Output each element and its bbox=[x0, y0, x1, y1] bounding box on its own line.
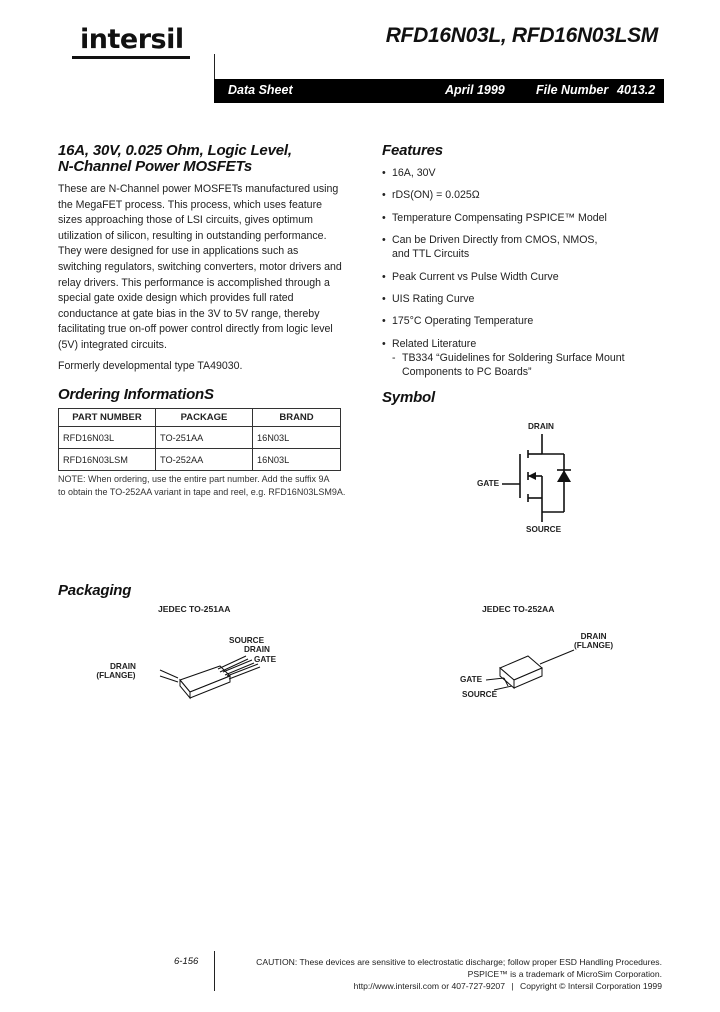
list-item: • Related Literature bbox=[382, 337, 477, 350]
pkg2-source-label: SOURCE bbox=[462, 690, 498, 699]
bullet-icon: • bbox=[382, 270, 386, 283]
intersil-logo: intersil bbox=[80, 24, 184, 55]
ordering-note-line2: to obtain the TO-252AA variant in tape and reel, e.g. RFD16N03LSM9A. bbox=[58, 487, 346, 497]
sub-list-item: - TB334 “Guidelines for Soldering Surface Mount bbox=[392, 351, 625, 364]
file-number-label: File Number bbox=[536, 83, 609, 97]
table-cell: RFD16N03L bbox=[59, 427, 156, 449]
pkg1-gate-label: GATE bbox=[254, 655, 277, 664]
mosfet-symbol bbox=[500, 432, 580, 524]
table-cell: RFD16N03LSM bbox=[59, 449, 156, 471]
footer-divider bbox=[214, 951, 215, 991]
packaging-heading: Packaging bbox=[58, 582, 132, 599]
bullet-icon: • bbox=[382, 167, 386, 179]
bullet-icon: • bbox=[382, 189, 386, 202]
copyright-text: Copyright © Intersil Corporation 1999 bbox=[520, 981, 662, 991]
product-title-line1: 16A, 30V, 0.025 Ohm, Logic Level, bbox=[58, 142, 292, 159]
table-row bbox=[59, 427, 341, 449]
contact-line bbox=[242, 980, 662, 992]
caution-text: CAUTION: These devices are sensitive to electrostatic discharge; follow proper ESD Handling Procedures. bbox=[256, 957, 662, 967]
pkg2-title: JEDEC TO-252AA bbox=[482, 604, 555, 614]
ordering-table bbox=[58, 408, 341, 471]
footer-notices bbox=[242, 956, 662, 992]
pkg1-drain-left: DRAIN bbox=[110, 662, 136, 671]
table-row bbox=[59, 449, 341, 471]
table-header: PART NUMBER bbox=[59, 409, 156, 427]
symbol-gate-label: GATE bbox=[477, 479, 500, 488]
table-cell: TO-252AA bbox=[156, 449, 253, 471]
list-item: • UIS Rating Curve bbox=[382, 292, 475, 305]
website-link[interactable]: http://www.intersil.com or 407-727-9207 bbox=[353, 981, 505, 991]
pkg1-source-label: SOURCE bbox=[229, 636, 265, 645]
table-cell: 16N03L bbox=[253, 449, 341, 471]
ordering-note bbox=[58, 473, 345, 499]
list-item: • Can be Driven Directly from CMOS, NMOS, bbox=[382, 234, 598, 247]
product-title bbox=[58, 143, 292, 175]
bullet-icon: • bbox=[382, 315, 386, 328]
product-title-line2: N-Channel Power MOSFETs bbox=[58, 158, 253, 175]
table-header: BRAND bbox=[253, 409, 341, 427]
list-item: • Temperature Compensating PSPICE™ Model bbox=[382, 211, 607, 224]
doc-type: Data Sheet bbox=[228, 83, 293, 97]
symbol-source-label: SOURCE bbox=[526, 525, 562, 534]
bullet-icon: • bbox=[382, 234, 386, 247]
table-cell: TO-251AA bbox=[156, 427, 253, 449]
doc-date: April 1999 bbox=[445, 83, 505, 97]
pkg1-drain-flange-label bbox=[96, 662, 136, 680]
pkg2-gate-label: GATE bbox=[460, 675, 483, 684]
to252-package-drawing bbox=[480, 640, 590, 695]
symbol-drain-label: DRAIN bbox=[528, 422, 554, 431]
pkg2-flange: (FLANGE) bbox=[574, 641, 614, 650]
page-number: 6-156 bbox=[174, 956, 199, 967]
list-item: • Peak Current vs Pulse Width Curve bbox=[382, 270, 559, 283]
document-title: RFD16N03L, RFD16N03LSM bbox=[385, 24, 658, 47]
bullet-icon: • bbox=[382, 292, 386, 305]
features-heading: Features bbox=[382, 142, 443, 159]
table-header: PACKAGE bbox=[156, 409, 253, 427]
to251-package-drawing bbox=[140, 636, 270, 700]
list-item: • rDS(ON) = 0.025Ω bbox=[382, 189, 480, 202]
pkg2-drain: DRAIN bbox=[580, 632, 607, 641]
list-item-continuation: and TTL Circuits bbox=[392, 248, 470, 261]
features-list bbox=[382, 166, 682, 387]
formerly-note: Formerly developmental type TA49030. bbox=[58, 360, 243, 372]
sub-list-item-continuation: Components to PC Boards” bbox=[402, 365, 532, 378]
separator: | bbox=[511, 981, 514, 991]
ordering-note-line1: NOTE: When ordering, use the entire part number. Add the suffix 9A bbox=[58, 474, 330, 484]
bullet-icon: • bbox=[382, 337, 386, 350]
pkg1-flange-left: (FLANGE) bbox=[96, 671, 136, 680]
list-item: • 16A, 30V bbox=[382, 167, 436, 179]
symbol-heading: Symbol bbox=[382, 389, 435, 406]
table-cell: 16N03L bbox=[253, 427, 341, 449]
list-item: • 175°C Operating Temperature bbox=[382, 315, 534, 328]
file-number: 4013.2 bbox=[617, 83, 656, 97]
bullet-icon: • bbox=[382, 211, 386, 224]
header-bar bbox=[214, 79, 664, 103]
logo-underline bbox=[72, 56, 190, 59]
ordering-heading: Ordering InformationS bbox=[58, 386, 214, 403]
product-description: These are N-Channel power MOSFETs manufactured using the MegaFET process. This process, which uses feature sizes approaching those of LSI circuits, gives optimum utilization of silicon, resulting in outstanding performance. They were designed for use in applications such as switching regulators, switching converters, motor drivers and relay drivers. This performance is accomplished through a special gate oxide design which provides full rated conductance at gate bias in the 3V to 5V range, thereby facilitating true on-off power control directly from logic level (5V) integrated circuits. bbox=[58, 183, 342, 351]
trademark-text: PSPICE™ is a trademark of MicroSim Corporation. bbox=[467, 969, 662, 979]
dash-icon: - bbox=[392, 351, 396, 364]
table-header-row bbox=[59, 409, 341, 427]
pkg1-drain-label: DRAIN bbox=[244, 645, 270, 654]
pkg1-title: JEDEC TO-251AA bbox=[158, 604, 231, 614]
